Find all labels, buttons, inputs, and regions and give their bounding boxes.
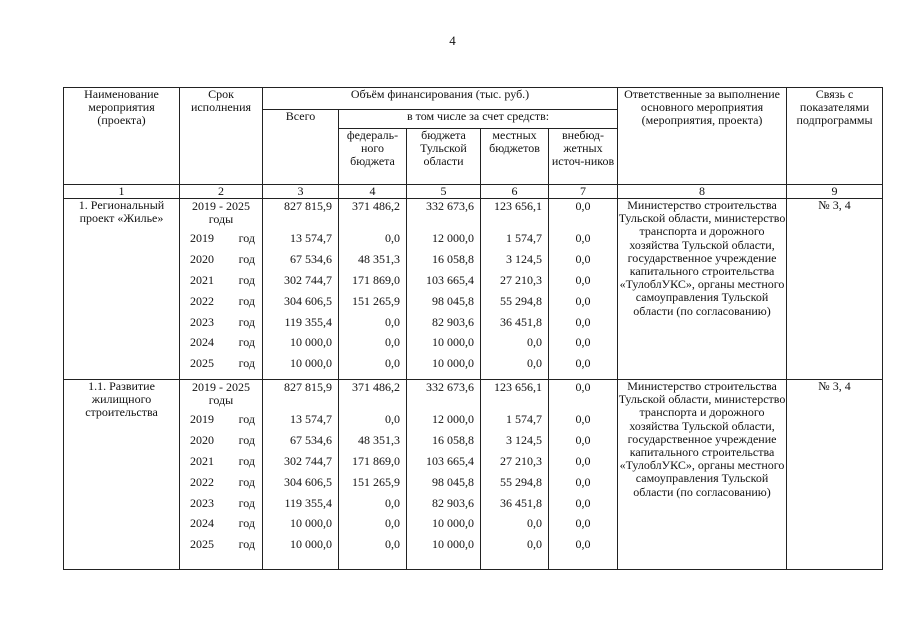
regional-column	[407, 380, 481, 570]
extra-cell: 0,0	[575, 251, 591, 266]
term-cell: 2024 год	[190, 335, 255, 350]
local-cell: 0,0	[527, 356, 542, 371]
federal-column	[339, 380, 407, 570]
extra-cell: 0,0	[575, 537, 591, 552]
header-extra: внебюд-жетных источ-ников	[549, 129, 618, 185]
term-cell: 2021 год	[190, 272, 255, 287]
column-numbers-row	[64, 185, 883, 199]
regional-column	[407, 199, 481, 380]
federal-cell: 371 486,2	[352, 380, 400, 394]
total-cell: 119 355,4	[284, 495, 332, 510]
responsible-cell: Министерство строительства Тульской области, министерство транспорта и дорожного хозяйства Тульской области, государственное учреждение капитального строительства «ТулоблУКС», органы местного самоуправления Тульской области (по согласованию)	[618, 199, 787, 380]
local-cell: 55 294,8	[500, 474, 542, 489]
extra-cell: 0,0	[575, 474, 591, 489]
regional-cell: 332 673,6	[426, 199, 474, 213]
extra-column	[549, 380, 618, 570]
regional-cell: 98 045,8	[432, 293, 474, 308]
extra-cell: 0,0	[575, 335, 591, 350]
regional-cell: 103 665,4	[426, 272, 474, 287]
regional-cell: 12 000,0	[432, 231, 474, 245]
total-cell: 827 815,9	[284, 380, 332, 394]
term-cell: 2019 - 2025 годы	[192, 199, 250, 226]
header-federal: федераль-ного бюджета	[339, 129, 407, 185]
local-column	[481, 199, 549, 380]
extra-cell: 0,0	[575, 199, 591, 213]
total-cell: 13 574,7	[290, 231, 332, 245]
total-cell: 119 355,4	[284, 314, 332, 329]
federal-cell: 0,0	[385, 537, 400, 552]
term-cell: 2022 год	[190, 474, 255, 489]
extra-cell: 0,0	[575, 293, 591, 308]
total-cell: 10 000,0	[290, 516, 332, 531]
section-row	[64, 380, 883, 570]
regional-cell: 10 000,0	[432, 335, 474, 350]
term-cell: 2023 год	[190, 314, 255, 329]
regional-cell: 12 000,0	[432, 412, 474, 426]
total-cell: 13 574,7	[290, 412, 332, 426]
column-number: 6	[481, 185, 549, 199]
extra-cell: 0,0	[575, 432, 591, 447]
header-name: Наименование мероприятия (проекта)	[64, 88, 180, 185]
section-row	[64, 199, 883, 380]
federal-column	[339, 199, 407, 380]
federal-cell: 171 869,0	[352, 453, 400, 468]
total-column	[263, 380, 339, 570]
federal-cell: 0,0	[385, 516, 400, 531]
total-cell: 302 744,7	[284, 272, 332, 287]
extra-cell: 0,0	[575, 231, 591, 245]
header-links: Связь с показателями подпрограммы	[787, 88, 883, 185]
links-cell: № 3, 4	[787, 380, 883, 570]
total-cell: 827 815,9	[284, 199, 332, 213]
local-cell: 55 294,8	[500, 293, 542, 308]
extra-cell: 0,0	[575, 453, 591, 468]
total-cell: 67 534,6	[290, 432, 332, 447]
local-column	[481, 380, 549, 570]
federal-cell: 371 486,2	[352, 199, 400, 213]
local-cell: 0,0	[527, 537, 542, 552]
local-cell: 27 210,3	[500, 272, 542, 287]
term-cell: 2022 год	[190, 293, 255, 308]
extra-cell: 0,0	[575, 412, 591, 426]
term-cell: 2023 год	[190, 495, 255, 510]
federal-cell: 0,0	[385, 495, 400, 510]
section-name: 1. Региональный проект «Жилье»	[64, 199, 180, 380]
extra-column	[549, 199, 618, 380]
extra-cell: 0,0	[575, 380, 591, 394]
local-cell: 1 574,7	[506, 412, 542, 426]
local-cell: 123 656,1	[494, 199, 542, 213]
total-cell: 302 744,7	[284, 453, 332, 468]
column-number: 1	[64, 185, 180, 199]
term-cell: 2020 год	[190, 251, 255, 266]
total-cell: 10 000,0	[290, 356, 332, 371]
local-cell: 3 124,5	[506, 432, 542, 447]
local-cell: 36 451,8	[500, 495, 542, 510]
regional-cell: 98 045,8	[432, 474, 474, 489]
responsible-cell: Министерство строительства Тульской области, министерство транспорта и дорожного хозяйства Тульской области, государственное учреждение капитального строительства «ТулоблУКС», органы местного самоуправления Тульской области (по согласованию)	[618, 380, 787, 570]
term-cell: 2020 год	[190, 432, 255, 447]
federal-cell: 48 351,3	[358, 432, 400, 447]
regional-cell: 332 673,6	[426, 380, 474, 394]
regional-cell: 16 058,8	[432, 251, 474, 266]
total-column	[263, 199, 339, 380]
local-cell: 0,0	[527, 516, 542, 531]
regional-cell: 10 000,0	[432, 356, 474, 371]
total-cell: 304 606,5	[284, 474, 332, 489]
header-term: Срок исполнения	[180, 88, 263, 185]
term-cell: 2019 год	[190, 412, 255, 426]
column-number: 9	[787, 185, 883, 199]
term-cell: 2025 год	[190, 537, 255, 552]
header-funding: Объём финансирования (тыс. руб.)	[263, 88, 618, 110]
term-column	[180, 380, 263, 570]
federal-cell: 48 351,3	[358, 251, 400, 266]
local-cell: 0,0	[527, 335, 542, 350]
extra-cell: 0,0	[575, 314, 591, 329]
term-cell: 2024 год	[190, 516, 255, 531]
header-regional: бюджета Тульской области	[407, 129, 481, 185]
column-number: 3	[263, 185, 339, 199]
local-cell: 36 451,8	[500, 314, 542, 329]
total-cell: 67 534,6	[290, 251, 332, 266]
federal-cell: 0,0	[385, 412, 400, 426]
local-cell: 123 656,1	[494, 380, 542, 394]
header-including: в том числе за счет средств:	[339, 110, 618, 129]
extra-cell: 0,0	[575, 356, 591, 371]
column-number: 4	[339, 185, 407, 199]
federal-cell: 0,0	[385, 335, 400, 350]
local-cell: 27 210,3	[500, 453, 542, 468]
total-cell: 10 000,0	[290, 335, 332, 350]
local-cell: 3 124,5	[506, 251, 542, 266]
section-name: 1.1. Развитие жилищного строительства	[64, 380, 180, 570]
extra-cell: 0,0	[575, 272, 591, 287]
extra-cell: 0,0	[575, 495, 591, 510]
local-cell: 1 574,7	[506, 231, 542, 245]
header-local: местных бюджетов	[481, 129, 549, 185]
term-cell: 2019 год	[190, 231, 255, 245]
federal-cell: 0,0	[385, 314, 400, 329]
column-number: 5	[407, 185, 481, 199]
total-cell: 304 606,5	[284, 293, 332, 308]
links-cell: № 3, 4	[787, 199, 883, 380]
federal-cell: 0,0	[385, 231, 400, 245]
term-column	[180, 199, 263, 380]
extra-cell: 0,0	[575, 516, 591, 531]
federal-cell: 151 265,9	[352, 293, 400, 308]
term-cell: 2019 - 2025 годы	[192, 380, 250, 407]
regional-cell: 10 000,0	[432, 516, 474, 531]
federal-cell: 151 265,9	[352, 474, 400, 489]
regional-cell: 10 000,0	[432, 537, 474, 552]
column-number: 7	[549, 185, 618, 199]
term-cell: 2021 год	[190, 453, 255, 468]
page-number: 4	[449, 33, 456, 48]
regional-cell: 16 058,8	[432, 432, 474, 447]
total-cell: 10 000,0	[290, 537, 332, 552]
term-cell: 2025 год	[190, 356, 255, 371]
federal-cell: 0,0	[385, 356, 400, 371]
regional-cell: 82 903,6	[432, 495, 474, 510]
column-number: 2	[180, 185, 263, 199]
header-responsible: Ответственные за выполнение основного мероприятия (мероприятия, проекта)	[618, 88, 787, 185]
federal-cell: 171 869,0	[352, 272, 400, 287]
regional-cell: 103 665,4	[426, 453, 474, 468]
funding-table	[63, 87, 883, 570]
header-total: Всего	[263, 110, 339, 185]
column-number: 8	[618, 185, 787, 199]
regional-cell: 82 903,6	[432, 314, 474, 329]
